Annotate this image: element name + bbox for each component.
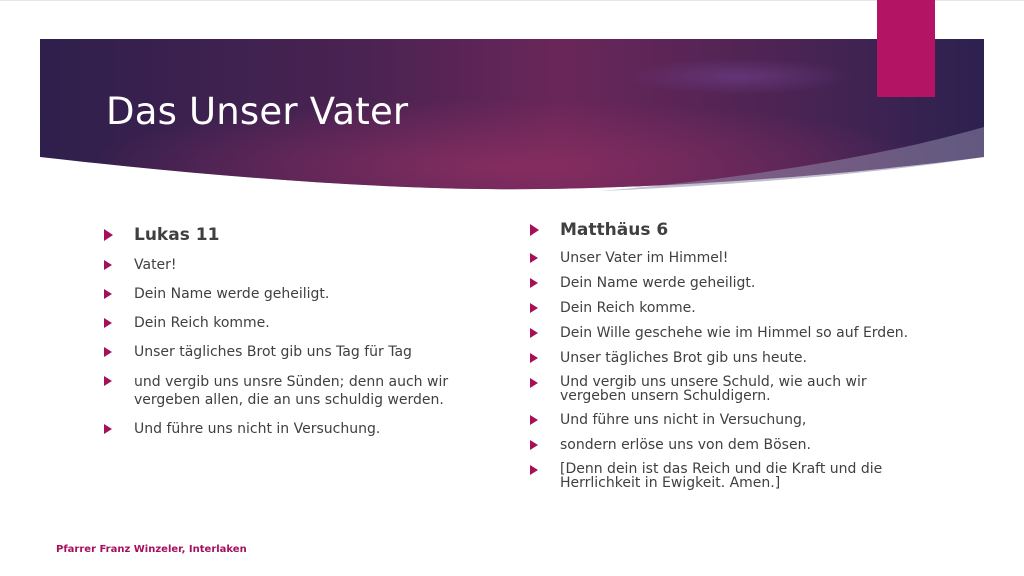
list-item-text: Und führe uns nicht in Versuchung, bbox=[560, 412, 807, 428]
list-item bbox=[530, 437, 930, 453]
list-item-text: Dein Reich komme. bbox=[560, 300, 696, 316]
list-item-text: Dein Reich komme. bbox=[134, 315, 270, 331]
list-item bbox=[530, 462, 930, 490]
bullet-arrow-icon bbox=[530, 465, 538, 475]
accent-tab bbox=[877, 0, 935, 97]
bullet-arrow-icon bbox=[530, 328, 538, 338]
list-item-text: Dein Wille geschehe wie im Himmel so auf Erden. bbox=[560, 325, 909, 341]
lukas-bullet-list bbox=[104, 225, 474, 437]
list-item bbox=[530, 350, 930, 366]
list-item bbox=[104, 373, 474, 409]
bullet-arrow-icon bbox=[530, 278, 538, 288]
list-item-text: Dein Name werde geheiligt. bbox=[134, 286, 330, 302]
bullet-arrow-icon bbox=[104, 318, 112, 328]
footer-author: Pfarrer Franz Winzeler, Interlaken bbox=[56, 544, 247, 555]
bullet-arrow-icon bbox=[104, 347, 112, 357]
list-item-text: Und führe uns nicht in Versuchung. bbox=[134, 421, 381, 437]
top-border-line bbox=[0, 0, 1024, 1]
bullet-arrow-icon bbox=[104, 260, 112, 270]
list-item bbox=[530, 275, 930, 291]
list-item bbox=[104, 344, 474, 360]
list-item-text: Unser tägliches Brot gib uns heute. bbox=[560, 350, 807, 366]
list-item-text: [Denn dein ist das Reich und die Kraft und die Herrlichkeit in Ewigkeit. Amen.] bbox=[560, 461, 883, 491]
list-item-text: Unser Vater im Himmel! bbox=[560, 250, 729, 266]
column-lukas bbox=[104, 225, 474, 450]
list-item-text: und vergib uns unsre Sünden; denn auch wir vergeben allen, die an uns schuldig werden. bbox=[134, 374, 449, 408]
bullet-arrow-icon bbox=[530, 415, 538, 425]
list-item bbox=[104, 286, 474, 302]
bullet-arrow-icon bbox=[104, 289, 112, 299]
list-item-text: Unser tägliches Brot gib uns Tag für Tag bbox=[134, 344, 412, 360]
list-item bbox=[530, 412, 930, 428]
column-matthaeus bbox=[530, 220, 930, 499]
list-heading bbox=[530, 220, 930, 240]
list-heading bbox=[104, 225, 474, 245]
list-item bbox=[104, 421, 474, 437]
list-item-text: sondern erlöse uns von dem Bösen. bbox=[560, 437, 811, 453]
matthaeus-bullet-list bbox=[530, 220, 930, 490]
bullet-arrow-icon bbox=[530, 253, 538, 263]
bullet-arrow-icon bbox=[530, 378, 538, 388]
list-item-text: Und vergib uns unsere Schuld, wie auch wir vergeben unsern Schuldigern. bbox=[560, 374, 867, 404]
list-item bbox=[530, 325, 930, 341]
bullet-arrow-icon bbox=[104, 424, 112, 434]
slide-title: Das Unser Vater bbox=[106, 90, 409, 133]
list-item-text: Vater! bbox=[134, 257, 177, 273]
bullet-arrow-icon bbox=[530, 303, 538, 313]
bullet-arrow-icon bbox=[104, 376, 112, 386]
list-item-text: Dein Name werde geheiligt. bbox=[560, 275, 756, 291]
list-item bbox=[104, 315, 474, 331]
list-item bbox=[104, 257, 474, 273]
bullet-arrow-icon bbox=[530, 353, 538, 363]
list-item bbox=[530, 375, 930, 403]
bullet-arrow-icon bbox=[530, 224, 539, 236]
heading-text: Lukas 11 bbox=[134, 225, 220, 245]
bullet-arrow-icon bbox=[530, 440, 538, 450]
list-item bbox=[530, 300, 930, 316]
bullet-arrow-icon bbox=[104, 229, 113, 241]
heading-text: Matthäus 6 bbox=[560, 220, 669, 240]
list-item bbox=[530, 250, 930, 266]
